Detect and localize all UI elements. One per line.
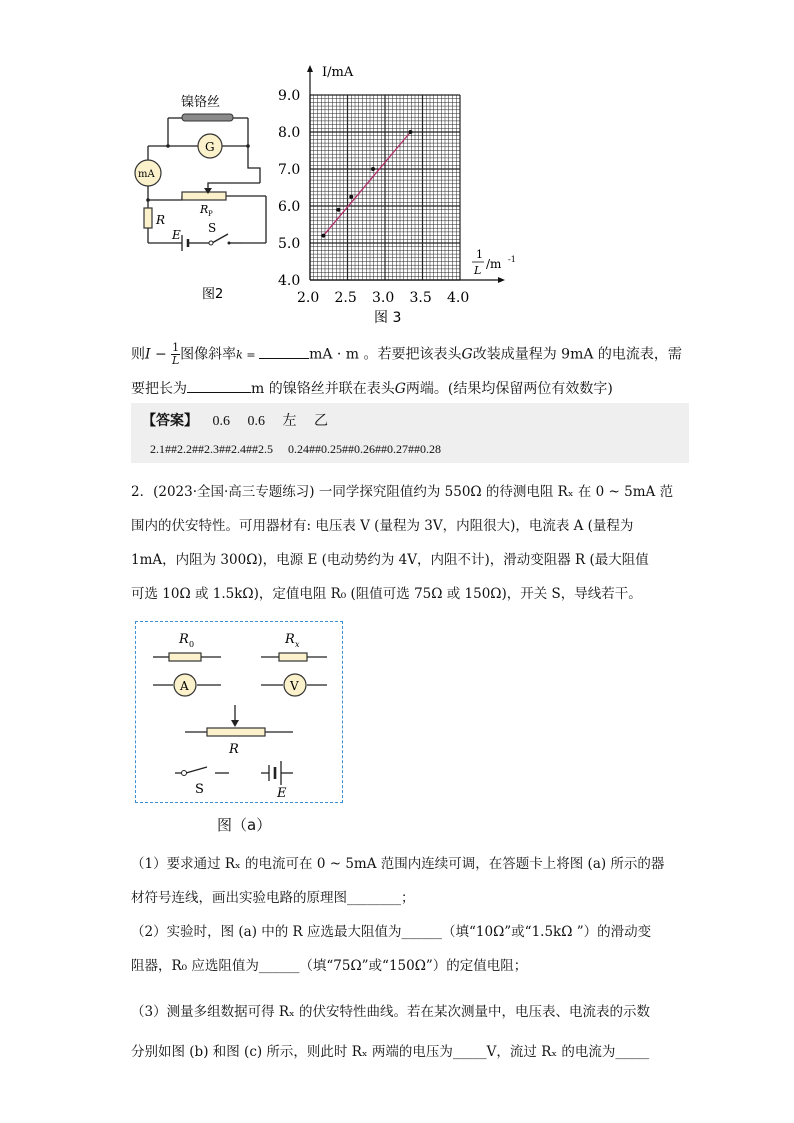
answer-blank-length[interactable] — [187, 378, 251, 393]
data-point — [337, 208, 341, 212]
x-axis-label-den: L — [474, 264, 482, 277]
answer-line-1 — [142, 410, 328, 430]
q2-line-1: 2．(2023·全国·高三专题练习) 一同学探究阻值约为 550Ω 的待测电阻 Rₓ 在 0 ~ 5mA 范 — [131, 484, 674, 500]
text-dash: − — [150, 346, 172, 363]
x-tick-label: 3.5 — [409, 290, 432, 306]
text-line1-c: mA · m 。若要把该表头 — [309, 346, 462, 363]
voltmeter-label: V — [290, 679, 299, 693]
resistor-icon — [144, 208, 152, 228]
question-line-2 — [131, 378, 613, 398]
q2-line-2: 围内的伏安特性。可用器材有: 电压表 V (量程为 3V，内阻很大)，电流表 A (量程为 — [131, 518, 634, 534]
r0-sub: 0 — [189, 640, 195, 649]
x-tick-label: 2.0 — [297, 290, 320, 306]
y-tick-label: 5.0 — [278, 236, 301, 252]
rx-resistor-icon — [279, 653, 307, 661]
q2-line-3: 1mA，内阻为 300Ω)，电源 E (电动势约为 4V，内阻不计)，滑动变阻器 R (最大阻值 — [131, 552, 649, 568]
var-g: G — [461, 346, 473, 363]
x-axis-label-unit: /m — [486, 257, 502, 271]
source-label: E — [277, 786, 287, 801]
answer-line-2: 2.1##2.2##2.3##2.4##2.5 0.24##0.25##0.26##0.27##0.28 — [150, 442, 442, 456]
ma-label: mA — [138, 169, 155, 180]
g-label: G — [205, 140, 215, 154]
r0-resistor-icon — [169, 653, 201, 661]
sub-q2-line2: 阻器，R₀ 应选阻值为______（填“75Ω”或“150Ω”）的定值电阻； — [131, 958, 528, 974]
switch-label: S — [195, 782, 204, 797]
y-axis-label: I/mA — [322, 65, 354, 80]
q2-line-4: 可选 10Ω 或 1.5kΩ)，定值电阻 R₀ (阻值可选 75Ω 或 150Ω)，开关 S，导线若干。 — [131, 586, 642, 602]
x-axis-label-exp: -1 — [508, 255, 516, 264]
rp-label: R — [200, 203, 209, 216]
frac-num: 1 — [172, 341, 180, 354]
text-line2-a: 要把长为 — [131, 381, 187, 397]
sub-q3-line2: 分别如图 (b) 和图 (c) 所示，则此时 Rₓ 两端的电压为_____V，流过 Rₓ 的电流为_____ — [131, 1044, 650, 1060]
y-tick-label: 9.0 — [278, 88, 301, 104]
slider-arrow-icon — [231, 720, 239, 727]
rheostat-r-icon — [207, 728, 265, 736]
r0-label: R — [179, 632, 189, 647]
rheostat-icon — [182, 192, 226, 200]
rp-sub-label: P — [208, 210, 213, 218]
switch-icon — [209, 241, 213, 245]
data-point — [349, 195, 353, 199]
text-eq: = — [242, 348, 260, 362]
e-label: E — [172, 228, 181, 242]
ammeter-label: A — [180, 679, 189, 693]
var-i: I — [145, 346, 151, 363]
figure-3-caption: 图 3 — [374, 310, 402, 326]
var-g2: G — [394, 381, 406, 397]
x-axis-label-num: 1 — [476, 248, 483, 261]
switch-s-icon — [182, 771, 187, 776]
figure-a-caption: 图（a） — [217, 816, 272, 834]
x-tick-label: 3.0 — [372, 290, 395, 306]
answer-blank-slope[interactable] — [259, 344, 309, 359]
nichrome-wire-icon — [182, 114, 233, 121]
sub-q2-line1: （2）实验时，图 (a) 中的 R 应选最大阻值为______（填“10Ω”或“1.5kΩ ”）的滑动变 — [131, 924, 652, 940]
data-point — [371, 167, 375, 171]
text-line2-c: 两端。(结果均保留两位有效数字) — [405, 381, 613, 397]
data-point — [409, 130, 413, 134]
rheostat-label: R — [229, 742, 239, 757]
figure-2-caption: 图2 — [202, 287, 224, 302]
text-ze: 则 — [131, 346, 145, 363]
x-axis-arrow — [498, 277, 505, 283]
rx-label: R — [285, 632, 295, 647]
y-tick-label: 8.0 — [278, 125, 301, 141]
s-label: S — [208, 221, 217, 235]
figure-3-chart — [270, 60, 530, 330]
y-tick-label: 6.0 — [278, 199, 301, 215]
fraction-1-over-l — [171, 342, 180, 367]
figure-a-components — [135, 621, 343, 805]
text-line2-b: m 的镍铬丝并联在表头 — [251, 381, 395, 397]
r-label: R — [156, 213, 166, 227]
var-k: k — [236, 348, 243, 362]
sub-q1-line2: 材符号连线，画出实验电路的原理图________； — [131, 890, 415, 906]
sub-q3-line1: （3）测量多组数据可得 Rₓ 的伏安特性曲线。若在某次测量中，电压表、电流表的示数 — [131, 1004, 651, 1020]
answer-label: 【答案】 — [142, 413, 198, 429]
x-tick-label: 4.0 — [447, 290, 470, 306]
rx-sub: x — [295, 640, 300, 649]
frac-den: L — [172, 354, 180, 367]
text-line1-d: 改装成量程为 9mA 的电流表，需 — [472, 346, 682, 363]
text-slope: 图像斜率 — [180, 346, 237, 363]
figure-2-circuit — [130, 88, 280, 308]
y-tick-label: 4.0 — [278, 273, 301, 289]
data-point — [322, 234, 326, 238]
answer-values: 0.6 0.6 左 乙 — [212, 414, 328, 429]
x-tick-label: 2.5 — [334, 290, 357, 306]
y-tick-label: 7.0 — [278, 162, 301, 178]
question-line-1 — [131, 342, 682, 367]
y-axis-arrow — [307, 65, 313, 72]
sub-q1-line1: （1）要求通过 Rₓ 的电流可在 0 ~ 5mA 范围内连续可调，在答题卡上将图 (a) 所示的器 — [131, 856, 665, 872]
nichrome-label: 镍铬丝 — [181, 95, 221, 110]
